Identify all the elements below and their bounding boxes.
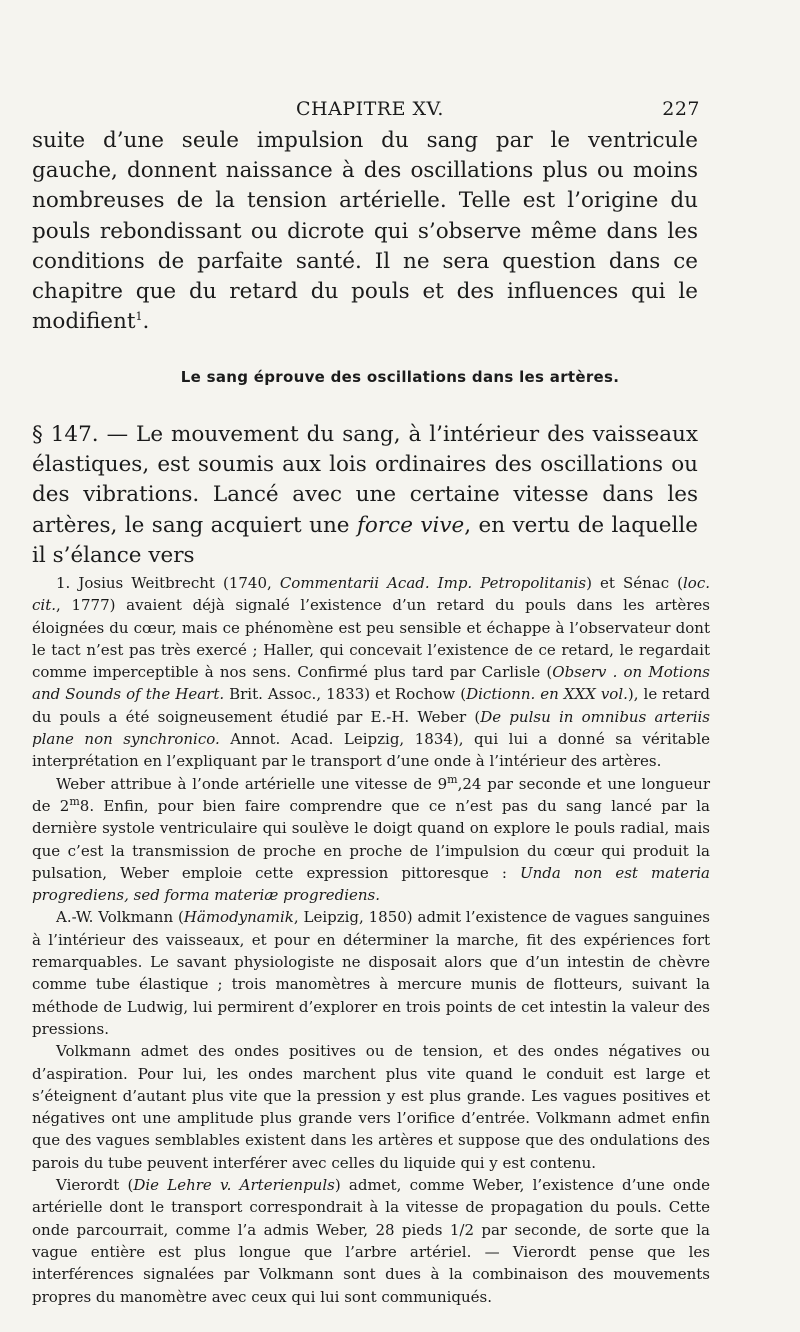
volkmann-text: , Leipzig, 1850) admit l’existence de vagues sanguines à l’intérieur des vaisseaux, et pour en déterminer la marche, fit des expériences fort remarquables. Le savant physiologiste ne disposait alors que d’un intestin de chèvre comme tube élastique ; trois manomètres à mercure munis de flotteurs, suivant la méthode de Ludwig, lui permirent d’explorer en trois points de cet intestin la valeur des pressions. <box>32 908 710 1038</box>
para147-text: § 147. — Le mouvement du sang, à l’intérieur des vaisseaux élastiques, est soumis aux lois ordinaires des oscillations ou des vibrations. Lancé avec une certaine vitesse dans les artères, le sang acquiert une <box>32 422 698 538</box>
para147-text-end: , en vertu de laquelle il s’élance vers <box>32 512 699 568</box>
volkmann-italic: Hämodynamik <box>183 908 294 927</box>
weber-sup: m <box>447 772 458 786</box>
running-head <box>0 98 800 122</box>
footnote-1 <box>32 572 710 773</box>
intro-end: . <box>142 309 150 335</box>
section-heading: Le sang éprouve des oscillations dans les artères. <box>180 368 620 386</box>
fn1-italic: De pulsu in omnibus arteriis plane non synchronico. <box>32 707 710 749</box>
paragraph-147 <box>32 420 698 571</box>
fn1-text: Annot. Acad. Leipzig, 1834), qui lui a donné sa véritable interprétation en l’expliquant par le transport d’une onde à l’intérieur des artères. <box>32 730 710 771</box>
footnotes <box>32 572 710 1308</box>
weber-text: Weber attribue à l’onde artérielle une vitesse de 9 <box>56 774 448 793</box>
volkmann-text: A.-W. Volkmann ( <box>56 908 184 927</box>
fn1-text: , 1777) avaient déjà signalé l’existence d’un retard du pouls dans les artères éloignées du cœur, mais ce phénomène est peu sensible et échappe à l’observateur dont le tact n’est pas très exercé ; Haller, qui concevait l’existence de ce retard, le regardait comme imperceptible à nos sens. Confirmé plus tard par Carlisle ( <box>32 596 710 682</box>
intro-paragraph <box>32 126 698 337</box>
footnote-weber <box>32 773 710 907</box>
footnote-volkmann-1 <box>32 906 710 1040</box>
page-number: 227 <box>662 98 700 120</box>
vierordt-italic: Die Lehre v. Arterienpuls <box>133 1176 335 1195</box>
para147-italic: force vive <box>356 512 465 538</box>
weber-text: 8. Enfin, pour bien faire comprendre que ce n’est pas du sang lancé par la dernière systole ventriculaire qui soulève le doigt quand on explore le pouls radial, mais que c’est la transmission de proche en proche de l’impulsion du cœur qui produit la pulsation, Weber emploie cette expression pittoresque : <box>32 796 710 882</box>
fn1-text: ) et Sénac ( <box>586 574 683 592</box>
fn1-text: 1. Josius Weitbrecht (1740, <box>56 574 280 592</box>
weber-italic: Unda non est materia progrediens, sed forma materiæ progrediens. <box>32 863 711 905</box>
vierordt-text: ) admet, comme Weber, l’existence d’une onde artérielle dont le transport correspondrait à la vitesse de propagation du pouls. Cette onde parcourrait, comme l’a admis Weber, 28 pieds 1/2 par seconde, de sorte que la vague entière est plus longue que l’arbre artériel. — Vierordt pense que les interférences signalées par Volkmann sont dues à la combinaison des mouvements propres du manomètre avec ceux qui lui sont communiqués. <box>32 1176 710 1306</box>
fn1-italic: Dictionn. en XXX vol. <box>466 685 628 704</box>
weber-sup: m <box>69 794 80 808</box>
fn1-text: Brit. Assoc., 1833) et Rochow ( <box>224 685 467 704</box>
weber-text: ,24 par seconde et une longueur de 2 <box>32 774 710 815</box>
footnote-volkmann-2: Volkmann admet des ondes positives ou de tension, et des ondes négatives ou d’aspiration. Pour lui, les ondes marchent plus vite quand le conduit est large et s’éteignent d’autant plus vite que la pression y est plus grande. Les vagues positives et négatives ont une amplitude plus grande vers l’orifice d’entrée. Volkmann admet enfin que des vagues semblables existent dans les artères et suppose que des ondulations des parois du tube peuvent interférer avec celles du liquide qui y est contenu. <box>32 1042 710 1172</box>
vierordt-text: Vierordt ( <box>56 1176 134 1195</box>
footnote-ref: 1 <box>135 310 143 324</box>
fn1-italic: Observ . on Motions and Sounds of the Heart. <box>32 663 710 704</box>
fn1-text: ), le retard du pouls a été soigneusement étudié par E.-H. Weber ( <box>32 685 710 726</box>
footnote-vierordt <box>32 1174 710 1308</box>
intro-text: suite d’une seule impulsion du sang par le ventricule gauche, donnent naissance à des oscillations plus ou moins nombreuses de la tension artérielle. Telle est l’origine du pouls rebondissant ou dicrote qui s’observe même dans les conditions de parfaite santé. Il ne sera question dans ce chapitre que du retard du pouls et des influences qui le modifient <box>32 128 698 335</box>
fn1-italic: Commentarii Acad. Imp. Petropolitanis <box>279 574 587 592</box>
fn1-italic: loc. cit. <box>32 574 710 615</box>
chapter-title: CHAPITRE XV. <box>296 98 444 120</box>
